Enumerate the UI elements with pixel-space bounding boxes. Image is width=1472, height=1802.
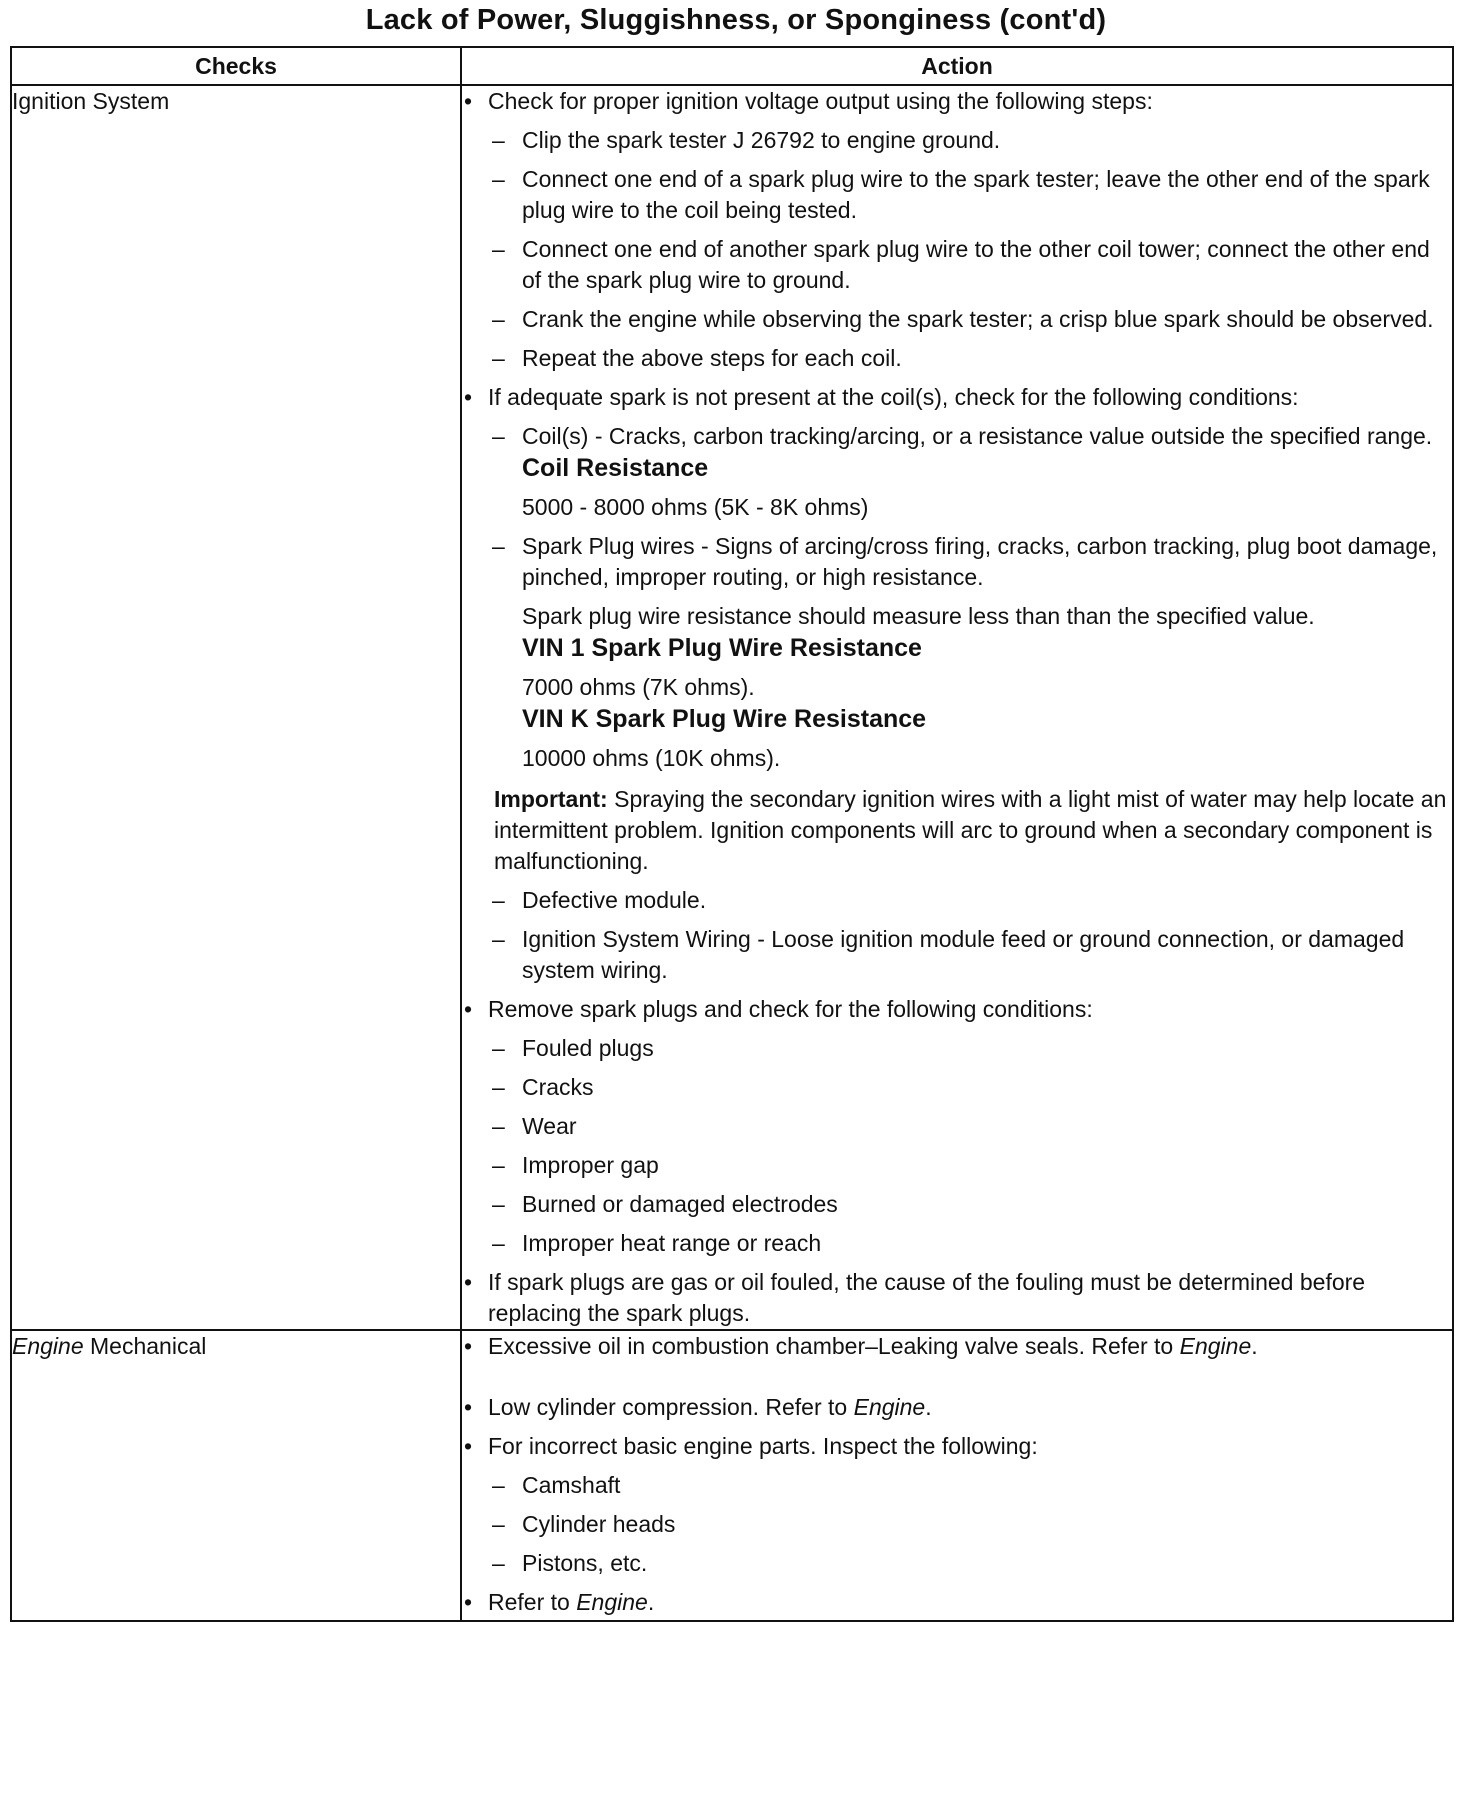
table-row-ignition <box>11 85 1453 1330</box>
list-item: – Ignition System Wiring - Loose ignition module feed or ground connection, or damaged system wiring. <box>462 924 1452 986</box>
list-item <box>462 1587 1452 1618</box>
list-item: – Burned or damaged electrodes <box>462 1189 1452 1220</box>
diagnosis-table <box>10 46 1454 1622</box>
list-item: • Remove spark plugs and check for the following conditions: <box>462 994 1452 1025</box>
list-item: • If adequate spark is not present at the coil(s), check for the following conditions: <box>462 382 1452 413</box>
vin1-resistance-value: 7000 ohms (7K ohms). <box>522 674 755 700</box>
wire-resistance-note: Spark plug wire resistance should measure less than than the specified value. <box>522 603 1315 629</box>
page-title: Lack of Power, Sluggishness, or Sponginess (cont'd) <box>365 4 1107 36</box>
action-ignition-system <box>461 85 1453 1330</box>
list-item: – Pistons, etc. <box>462 1548 1452 1579</box>
engine-b2-text: Low cylinder compression. Refer to <box>488 1394 854 1420</box>
list-item: – Improper gap <box>462 1150 1452 1181</box>
table-header-row <box>11 47 1453 85</box>
action-engine-mechanical <box>461 1330 1453 1621</box>
list-item: – Crank the engine while observing the spark tester; a crisp blue spark should be observed. <box>462 304 1452 335</box>
table-row-engine <box>11 1330 1453 1621</box>
list-item <box>462 1331 1452 1362</box>
list-item: – Camshaft <box>462 1470 1452 1501</box>
list-item: – Spark Plug wires - Signs of arcing/cross firing, cracks, carbon tracking, plug boot damage, pinched, improper routing, or high resistance. <box>462 531 1452 593</box>
engine-b1-text: Excessive oil in combustion chamber–Leaking valve seals. Refer to <box>488 1333 1180 1359</box>
vin1-resistance-heading: VIN 1 Spark Plug Wire Resistance <box>522 634 922 662</box>
engine-ref: Engine <box>853 1394 926 1420</box>
engine-b4-end: . <box>647 1589 655 1615</box>
engine-b1-end: . <box>1251 1333 1258 1359</box>
engine-check-rest: Mechanical <box>83 1333 207 1359</box>
vink-resistance-heading: VIN K Spark Plug Wire Resistance <box>522 705 927 733</box>
list-item: • Check for proper ignition voltage output using the following steps: <box>462 86 1452 117</box>
engine-b2-end: . <box>925 1394 932 1420</box>
list-item: – Wear <box>462 1111 1452 1142</box>
check-ignition-system: Ignition System <box>11 85 461 1330</box>
list-item: – Cracks <box>462 1072 1452 1103</box>
important-note <box>462 784 1452 877</box>
engine-ref: Engine <box>576 1589 648 1615</box>
list-item <box>462 1392 1452 1423</box>
check-engine-mechanical <box>11 1330 461 1621</box>
list-item: • For incorrect basic engine parts. Inspect the following: <box>462 1431 1452 1462</box>
vink-resistance-value: 10000 ohms (10K ohms). <box>522 745 781 771</box>
list-item: – Repeat the above steps for each coil. <box>462 343 1452 374</box>
list-item: • If spark plugs are gas or oil fouled, the cause of the fouling must be determined before replacing the spark plugs. <box>462 1267 1452 1329</box>
important-text: Spraying the secondary ignition wires with a light mist of water may help locate an intermittent problem. Ignition components will arc to ground when a secondary component is malfunctioning. <box>494 786 1447 874</box>
list-item: – Fouled plugs <box>462 1033 1452 1064</box>
list-item: – Clip the spark tester J 26792 to engine ground. <box>462 125 1452 156</box>
coil-resistance-value: 5000 - 8000 ohms (5K - 8K ohms) <box>522 494 869 520</box>
coil-resistance-heading: Coil Resistance <box>522 454 709 482</box>
list-item: – Connect one end of a spark plug wire to the spark tester; leave the other end of the spark plug wire to the coil being tested. <box>462 164 1452 226</box>
engine-ref: Engine <box>1179 1333 1252 1359</box>
checks-column-header: Checks <box>11 47 461 85</box>
list-item: – Cylinder heads <box>462 1509 1452 1540</box>
list-item: – Defective module. <box>462 885 1452 916</box>
engine-check-italic: Engine <box>12 1333 84 1359</box>
list-item: – Coil(s) - Cracks, carbon tracking/arcing, or a resistance value outside the specified range. <box>462 421 1452 452</box>
action-column-header: Action <box>461 47 1453 85</box>
important-label: Important: <box>494 786 608 812</box>
list-item: – Connect one end of another spark plug wire to the other coil tower; connect the other end of the spark plug wire to ground. <box>462 234 1452 296</box>
list-item: – Improper heat range or reach <box>462 1228 1452 1259</box>
engine-b4-text: Refer to <box>488 1589 577 1615</box>
